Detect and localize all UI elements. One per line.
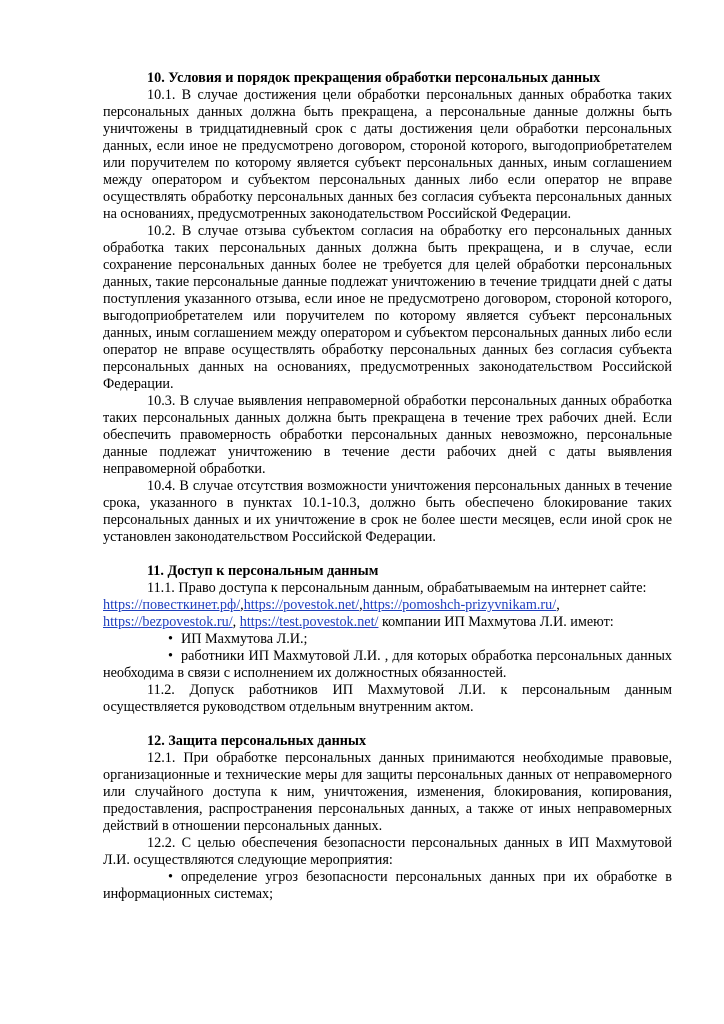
link-separator: , [240, 597, 244, 613]
link-separator: , [232, 614, 240, 630]
link-separator: , [359, 597, 363, 613]
paragraph-10-3: 10.3. В случае выявления неправомерной обработки персональных данных обработка таких персональных данных должна быть прекращена в течение трех рабочих дней. Если обеспечить правомерность обработки персональных данных невозможно, персональные данные подлежат уничтожению в течение дести рабочих дней с даты выявления неправомерной обработки. [103, 393, 672, 477]
paragraph-12-2: 12.2. С целью обеспечения безопасности персональных данных в ИП Махмутовой Л.И. осуществляются следующие мероприятия: [103, 835, 672, 868]
paragraph-12-1: 12.1. При обработке персональных данных принимаются необходимые правовые, организационные и технические меры для защиты персональных данных от неправомерного или случайного доступа к ним, уничтожения, изменения, блокирования, копирования, предоставления, распространения персональных данных, а также от иных неправомерных действий в отношении персональных данных. [103, 750, 672, 834]
paragraph-10-4: 10.4. В случае отсутствия возможности уничтожения персональных данных в течение срока, указанного в пунктах 10.1-10.3, должно быть обеспечено блокирование таких персональных данных и их уничтожение в срок не более шести месяцев, если иной срок не установлен законодательством Российской Федерации. [103, 478, 672, 545]
paragraph-10-1: 10.1. В случае достижения цели обработки персональных данных обработка таких персональных данных должна быть прекращена, а персональные данные должны быть уничтожены в тридцатидневный срок с даты достижения цели обработки персональных данных, если иное не предусмотрено договором, стороной которого, выгодоприобретателем или поручителем по которому является субъект персональных данных, иным соглашением между оператором и субъектом персональных данных либо если оператор не вправе осуществлять обработку персональных данных без согласия субъекта персональных данных на основаниях, предусмотренных законодательством Российской Федерации. [103, 87, 672, 222]
section-gap [103, 716, 672, 733]
section-12-heading: 12. Защита персональных данных [147, 733, 367, 749]
paragraph-11-1 [103, 580, 672, 631]
paragraph-11-1-tail: компании ИП Махмутова Л.И. имеют: [378, 614, 614, 630]
section-gap [103, 546, 672, 563]
paragraph-11-1-intro: 11.1. Право доступа к персональным данным, обрабатываемым на интернет сайте: [147, 580, 647, 596]
link-povestok-net[interactable]: https://povestok.net/ [243, 597, 360, 613]
list-item [103, 869, 672, 903]
bullet-icon: • [168, 648, 173, 664]
section-10-heading: 10. Условия и порядок прекращения обработки персональных данных [147, 70, 601, 86]
list-item [103, 648, 672, 682]
link-pomoshch-prizyvnikam[interactable]: https://pomoshch-prizyvnikam.ru/ [362, 597, 557, 613]
link-bezpovestok[interactable]: https://bezpovestok.ru/ [103, 614, 233, 630]
bullet-text: ИП Махмутова Л.И.; [181, 631, 308, 647]
link-test-povestok[interactable]: https://test.povestok.net/ [239, 614, 379, 630]
document-page [103, 70, 672, 903]
bullet-icon: • [168, 631, 173, 647]
link-separator: , [556, 597, 560, 613]
paragraph-10-2: 10.2. В случае отзыва субъектом согласия на обработку его персональных данных обработка таких персональных данных должна быть прекращена, и в случае, если сохранение персональных данных более не требуется для целей обработки персональных данных, такие персональные данные подлежат уничтожению в течение тридцати дней с даты поступления указанного отзыва, если иное не предусмотрено договором, стороной которого, выгодоприобретателем или поручителем по которому является субъект персональных данных, иным соглашением между оператором и субъектом персональных данных либо если оператор не вправе осуществлять обработку персональных данных без согласия субъекта персональных данных на основаниях, предусмотренных законодательством Российской Федерации. [103, 223, 672, 392]
section-11-heading: 11. Доступ к персональным данным [147, 563, 379, 579]
bullet-icon: • [168, 869, 173, 885]
link-povestkinet[interactable]: https://повесткинет.рф/ [103, 597, 241, 613]
bullet-text: определение угроз безопасности персональных данных при их обработке в информационных системах; [103, 869, 672, 902]
list-item [103, 631, 672, 648]
paragraph-11-2: 11.2. Допуск работников ИП Махмутовой Л.И. к персональным данным осуществляется руководством отдельным внутренним актом. [103, 682, 672, 715]
bullet-text: работники ИП Махмутовой Л.И. , для которых обработка персональных данных необходима в связи с исполнением их должностных обязанностей. [103, 648, 672, 681]
